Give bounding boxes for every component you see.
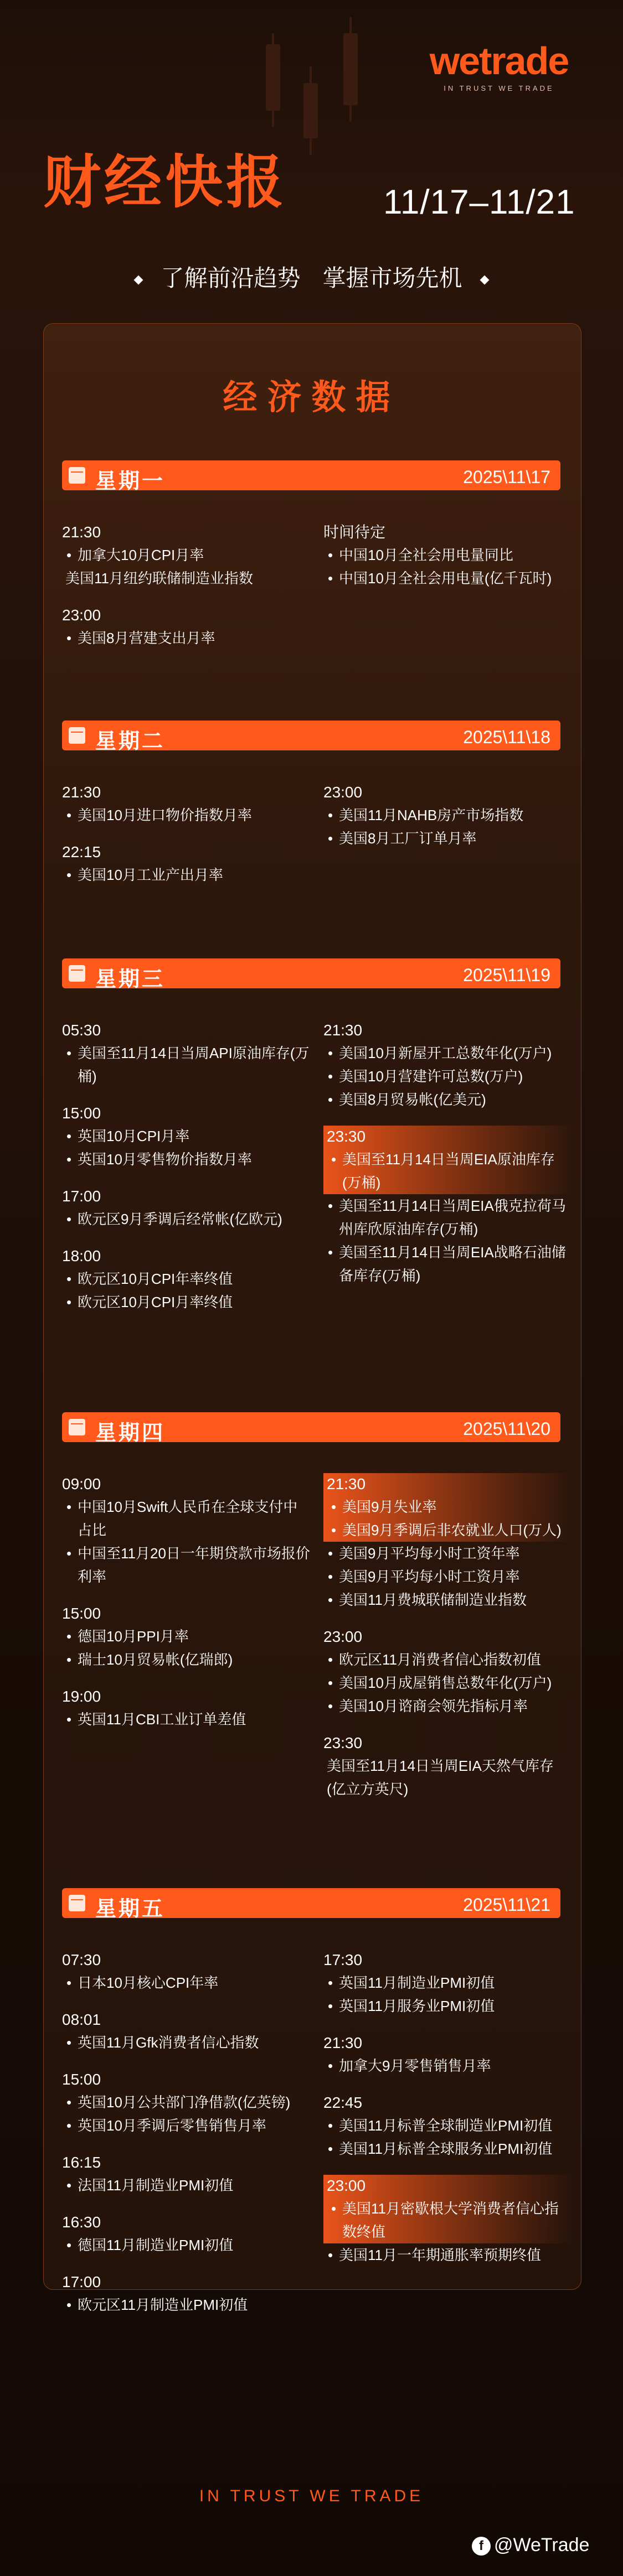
event-item: • 美国11月一年期通胀率预期终值 <box>323 2243 573 2267</box>
time-group <box>62 1686 311 1731</box>
calendar-icon <box>69 727 85 744</box>
schedule-column-right <box>323 1019 573 1302</box>
time-group <box>323 1126 573 1287</box>
time-group <box>62 1603 311 1671</box>
time-group <box>62 2009 311 2054</box>
event-time: 23:00 <box>62 607 101 624</box>
day-label: 星期五 <box>95 1898 166 1921</box>
event-time: 18:00 <box>62 1247 101 1264</box>
event-time: 17:00 <box>62 1188 101 1205</box>
event-item: • 美国至11月14日当周API原油库存(万桶) <box>62 1041 311 1088</box>
time-group <box>62 604 311 650</box>
diamond-icon <box>480 275 489 284</box>
time-group <box>62 2211 311 2257</box>
event-item: • 美国10月新屋开工总数年化(万户) <box>323 1041 573 1065</box>
section-title: 经济数据 <box>223 379 400 417</box>
event-item: • 欧元区10月CPI月率终值 <box>62 1290 311 1314</box>
event-item: • 加拿大9月零售销售月率 <box>323 2054 573 2077</box>
event-item: • 中国10月全社会用电量(亿千瓦时) <box>323 567 573 590</box>
day-date: 2025\11\19 <box>463 965 550 985</box>
footer-tagline: IN TRUST WE TRADE <box>199 2487 424 2505</box>
day-date: 2025\11\17 <box>463 467 550 487</box>
event-item: • 德国10月PPI月率 <box>62 1625 311 1648</box>
event-item: • 美国11月费城联储制造业指数 <box>323 1588 573 1611</box>
time-group <box>323 781 573 850</box>
schedule-column-right <box>323 521 573 604</box>
event-time: 23:00 <box>323 784 363 801</box>
event-item: • 美国10月成屋销售总数年化(万户) <box>323 1671 573 1694</box>
time-group <box>62 781 311 827</box>
event-item: • 加拿大10月CPI月率 <box>62 543 311 567</box>
event-item: • 美国10月进口物价指数月率 <box>62 804 311 827</box>
schedule-column-left <box>62 1019 311 1328</box>
event-item: • 中国10月全社会用电量同比 <box>323 543 573 567</box>
time-group <box>323 1732 573 1801</box>
facebook-icon: f <box>472 2537 491 2556</box>
slogan <box>0 260 623 293</box>
event-time: 22:45 <box>323 2094 363 2111</box>
brand-logo: wetrade <box>429 39 569 82</box>
event-time: 21:30 <box>323 2034 363 2051</box>
event-item: • 欧元区11月消费者信心指数初值 <box>323 1648 573 1671</box>
event-item: • 美国9月失业率 <box>323 1495 573 1518</box>
time-group <box>323 2175 573 2267</box>
event-time: 19:00 <box>62 1688 101 1705</box>
event-item: • 美国9月平均每小时工资年率 <box>323 1542 573 1565</box>
event-time: 15:00 <box>62 1105 101 1122</box>
schedule-column-right <box>323 1949 573 2281</box>
event-item: • 中国至11月20日一年期贷款市场报价利率 <box>62 1542 311 1588</box>
day-header-bar <box>62 958 560 991</box>
time-group <box>62 1949 311 1994</box>
calendar-icon <box>69 1419 85 1435</box>
event-item: • 美国至11月14日当周EIA俄克拉荷马州库欣原油库存(万桶) <box>323 1194 573 1241</box>
brand-tagline: IN TRUST WE TRADE <box>444 84 554 92</box>
event-item: • 美国10月谘商会领先指标月率 <box>323 1694 573 1718</box>
time-group <box>62 1473 311 1588</box>
time-group <box>323 2092 573 2160</box>
event-time: 23:30 <box>323 1734 363 1751</box>
time-group <box>62 1185 311 1231</box>
event-item: • 日本10月核心CPI年率 <box>62 1971 311 1994</box>
event-time: 21:30 <box>62 524 101 541</box>
event-time: 21:30 <box>62 784 101 801</box>
event-item: • 法国11月制造业PMI初值 <box>62 2174 311 2197</box>
event-item: • 美国11月标普全球制造业PMI初值 <box>323 2114 573 2137</box>
time-group <box>323 1019 573 1111</box>
event-time: 23:30 <box>323 1126 573 1148</box>
time-group <box>62 1102 311 1171</box>
event-item: • 美国8月贸易帐(亿美元) <box>323 1088 573 1111</box>
diamond-icon <box>134 275 143 284</box>
event-time: 07:30 <box>62 1951 101 1968</box>
schedule-column-right <box>323 1473 573 1815</box>
event-time: 09:00 <box>62 1475 101 1492</box>
event-item: • 英国10月零售物价指数月率 <box>62 1148 311 1171</box>
event-item: 美国11月纽约联储制造业指数 <box>65 570 253 587</box>
schedule-column-left <box>62 1473 311 1745</box>
day-header-bar <box>62 460 560 493</box>
time-group <box>62 2271 311 2316</box>
social-handle[interactable] <box>472 2534 589 2556</box>
time-group <box>62 2152 311 2197</box>
brand-logo-block <box>408 39 590 92</box>
event-time: 05:30 <box>62 1022 101 1039</box>
event-item: • 美国11月密歇根大学消费者信心指数终值 <box>323 2197 573 2243</box>
schedule-column-right <box>323 781 573 864</box>
event-item: • 美国9月季调后非农就业人口(万人) <box>323 1518 573 1542</box>
event-item: • 瑞士10月贸易帐(亿瑞郎) <box>62 1648 311 1671</box>
event-time: 17:30 <box>323 1951 363 1968</box>
calendar-icon <box>69 467 85 484</box>
event-item: • 欧元区9月季调后经常帐(亿欧元) <box>62 1207 311 1231</box>
event-time: 22:15 <box>62 843 101 861</box>
day-label: 星期四 <box>95 1422 166 1445</box>
event-item: • 英国11月Gfk消费者信心指数 <box>62 2031 311 2054</box>
day-label: 星期一 <box>95 470 166 493</box>
event-time: 23:00 <box>323 1628 363 1645</box>
time-group <box>62 841 311 887</box>
slogan-left: 了解前沿趋势 <box>161 265 301 291</box>
day-label: 星期二 <box>95 730 166 753</box>
event-time: 时间待定 <box>323 524 386 541</box>
event-item: 美国至11月14日当周EIA天然气库存(亿立方英尺) <box>327 1758 554 1797</box>
event-item: • 美国至11月14日当周EIA原油库存(万桶) <box>323 1148 573 1194</box>
time-group <box>62 521 311 590</box>
time-group <box>62 1245 311 1314</box>
event-item: • 英国11月CBI工业订单差值 <box>62 1708 311 1731</box>
day-label: 星期三 <box>95 968 166 991</box>
event-item: • 英国10月公共部门净借款(亿英镑) <box>62 2091 311 2114</box>
event-item: • 欧元区10月CPI年率终值 <box>62 1267 311 1290</box>
event-time: 16:15 <box>62 2154 101 2171</box>
event-time: 17:00 <box>62 2273 101 2290</box>
day-header-bar <box>62 1412 560 1445</box>
event-item: • 美国9月平均每小时工资月率 <box>323 1565 573 1588</box>
schedule-column-left <box>62 521 311 664</box>
event-item: • 英国11月服务业PMI初值 <box>323 1994 573 2018</box>
event-item: • 美国8月营建支出月率 <box>62 626 311 650</box>
event-item: • 英国10月季调后零售销售月率 <box>62 2114 311 2137</box>
event-item: • 英国10月CPI月率 <box>62 1124 311 1148</box>
event-item: • 美国11月标普全球服务业PMI初值 <box>323 2137 573 2160</box>
time-group <box>323 1626 573 1718</box>
event-time: 23:00 <box>323 2175 573 2197</box>
event-item: • 欧元区11月制造业PMI初值 <box>62 2293 311 2316</box>
time-group <box>323 521 573 590</box>
time-group <box>323 2032 573 2077</box>
event-time: 21:30 <box>323 1473 573 1495</box>
event-time: 16:30 <box>62 2214 101 2231</box>
event-item: • 美国10月营建许可总数(万户) <box>323 1065 573 1088</box>
schedule-column-left <box>62 781 311 901</box>
time-group <box>323 1473 573 1611</box>
event-item: • 美国10月工业产出月率 <box>62 863 311 887</box>
day-header-bar <box>62 721 560 753</box>
day-header-bar <box>62 1888 560 1921</box>
calendar-icon <box>69 1895 85 1911</box>
event-item: • 中国10月Swift人民币在全球支付中占比 <box>62 1495 311 1542</box>
slogan-right: 掌握市场先机 <box>322 265 462 291</box>
page-title: 财经快报 <box>43 151 287 215</box>
event-item: • 美国至11月14日当周EIA战略石油储备库存(万桶) <box>323 1241 573 1287</box>
date-range: 11/17–11/21 <box>383 183 575 221</box>
event-time: 08:01 <box>62 2011 101 2028</box>
event-time: 21:30 <box>323 1022 363 1039</box>
social-handle-text: @WeTrade <box>494 2534 590 2556</box>
day-date: 2025\11\20 <box>463 1419 550 1439</box>
event-time: 15:00 <box>62 2071 101 2088</box>
event-time: 15:00 <box>62 1605 101 1622</box>
event-item: • 德国11月制造业PMI初值 <box>62 2233 311 2257</box>
day-date: 2025\11\18 <box>463 727 550 747</box>
event-item: • 美国8月工厂订单月率 <box>323 827 573 850</box>
day-date: 2025\11\21 <box>463 1895 550 1915</box>
time-group <box>323 1949 573 2018</box>
calendar-icon <box>69 965 85 982</box>
time-group <box>62 2069 311 2137</box>
event-item: • 美国11月NAHB房产市场指数 <box>323 804 573 827</box>
event-item: • 英国11月制造业PMI初值 <box>323 1971 573 1994</box>
time-group <box>62 1019 311 1088</box>
schedule-column-left <box>62 1949 311 2331</box>
